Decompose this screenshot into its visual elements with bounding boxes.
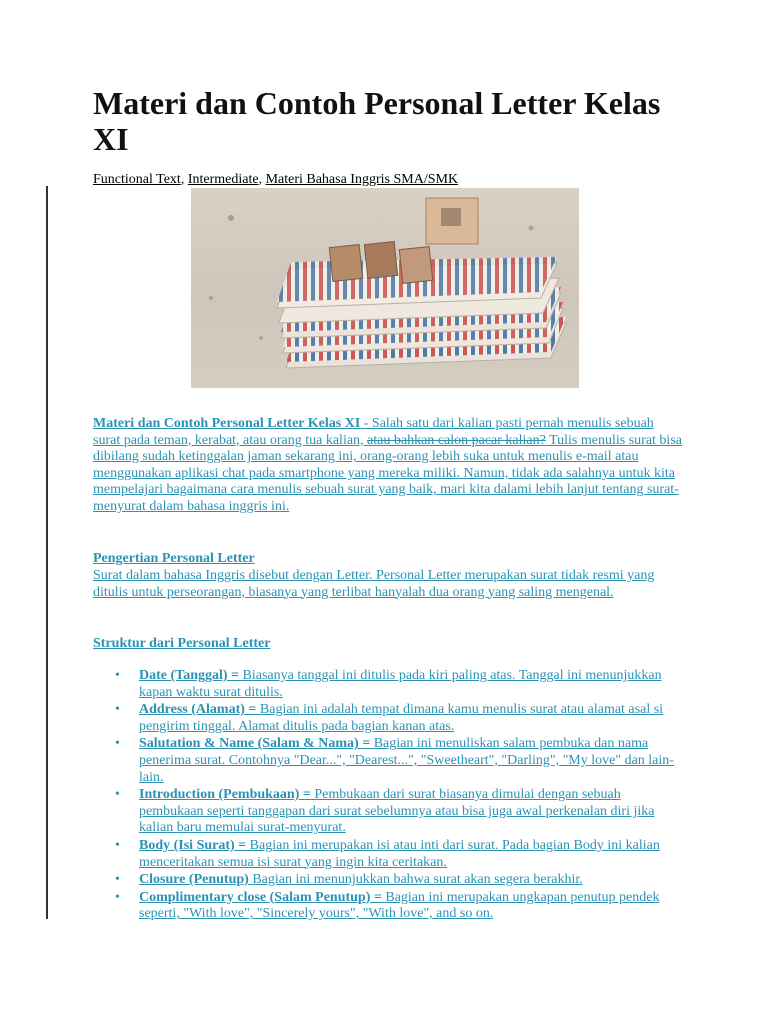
bullet-icon: • [115, 889, 120, 905]
heading-struktur[interactable]: Struktur dari Personal Letter [93, 636, 271, 651]
intro-text-1: - Salah satu dari kalian pasti pernah menulis sebuah surat pada teman, kerabat, atau orang tua kalian, [93, 416, 654, 448]
category-link-materi-bahasa-inggris[interactable]: Materi Bahasa Inggris SMA/SMK [265, 172, 459, 187]
bullet-icon: • [115, 702, 120, 718]
letters-stack-illustration [191, 188, 579, 388]
list-term: Date (Tanggal) = [139, 668, 240, 683]
category-link-functional-text[interactable]: Functional Text [93, 172, 181, 187]
pengertian-paragraph[interactable]: Surat dalam bahasa Inggris disebut dengan Letter. Personal Letter merupakan surat tidak resmi yang ditulis untuk perseorangan, biasanya yang terlibat hanyalah dua orang yang saling mengenal. [93, 568, 655, 600]
list-term: Complimentary close (Salam Penutup) = [139, 889, 382, 905]
intro-strikethrough: atau bahkan calon pacar kalian? [367, 432, 546, 448]
list-desc: Bagian ini merupakan ungkapan penutup pendek seperti, "With love", "Sincerely yours", "With love", and so on. [139, 889, 660, 922]
list-desc: Bagian ini adalah tempat dimana kamu menulis surat atau alamat asal si pengirim tinggal. Alamat ditulis pada bagian kanan atas. [139, 702, 664, 734]
list-term: Introduction (Pembukaan) = [139, 787, 311, 803]
list-desc: Bagian ini menunjukkan bahwa surat akan segera berakhir. [248, 872, 583, 888]
list-item[interactable] [93, 838, 683, 871]
bullet-icon: • [115, 837, 120, 853]
list-term: Closure (Penutup) [139, 872, 249, 888]
bullet-icon: • [115, 736, 120, 752]
list-desc: Bagian ini menuliskan salam pembuka dan nama penerima surat. Contohnya "Dear...", "Dearest...", "Sweetheart", "Darling", "My love" dan lain-lain. [139, 736, 674, 785]
bullet-icon: • [115, 872, 120, 888]
bullet-icon: • [115, 668, 120, 683]
list-desc: Bagian ini merupakan isi atau inti dari surat. Pada bagian Body ini kalian menceritakan semua isi surat yang ingin kita ceritakan. [139, 837, 660, 870]
bullet-icon: • [115, 787, 120, 803]
page-title: Materi dan Contoh Personal Letter Kelas XI [93, 85, 661, 157]
category-separator: , [258, 172, 266, 187]
list-item[interactable] [93, 668, 683, 701]
list-desc: Biasanya tanggal ini ditulis pada kiri paling atas. Tanggal ini menunjukkan kapan waktu surat ditulis. [139, 668, 662, 700]
intro-text-2: Tulis menulis surat bisa dibilang sudah ketinggalan jaman sekarang ini, orang-orang lebih suka untuk menulis e-mail atau menggunakan aplikasi chat pada smartphone yang mereka miliki. Namun, tidak ada salahnya untuk kita mempelajari bagaimana cara menulis sebuah surat yang baik, mari kita dalami lebih lanjut tentang surat-menyurat dalam bahasa inggris ini. [93, 432, 682, 514]
list-item[interactable] [93, 702, 683, 735]
list-item[interactable] [93, 736, 683, 786]
list-term: Salutation & Name (Salam & Nama) = [139, 736, 371, 752]
list-term: Body (Isi Surat) = [139, 837, 247, 853]
heading-pengertian[interactable]: Pengertian Personal Letter [93, 551, 255, 566]
list-desc: Pembukaan dari surat biasanya dimulai dengan sebuah pembukaan seperti tanggapan dari surat sebelumnya atau bisa juga awal perkenalan diri jika kalian baru memulai surat-menyurat. [139, 787, 655, 836]
page-margin-rule [46, 186, 48, 919]
intro-paragraph[interactable] [93, 416, 683, 516]
intro-lead: Materi dan Contoh Personal Letter Kelas XI [93, 416, 361, 431]
list-term: Address (Alamat) = [139, 702, 257, 718]
list-item[interactable] [93, 872, 683, 889]
category-links [93, 171, 458, 188]
struktur-list [93, 668, 683, 924]
list-item[interactable] [93, 787, 683, 837]
list-item[interactable] [93, 890, 683, 923]
category-separator: , [180, 172, 188, 187]
category-link-intermediate[interactable]: Intermediate [187, 172, 259, 187]
letters-stack-photo [191, 188, 579, 388]
